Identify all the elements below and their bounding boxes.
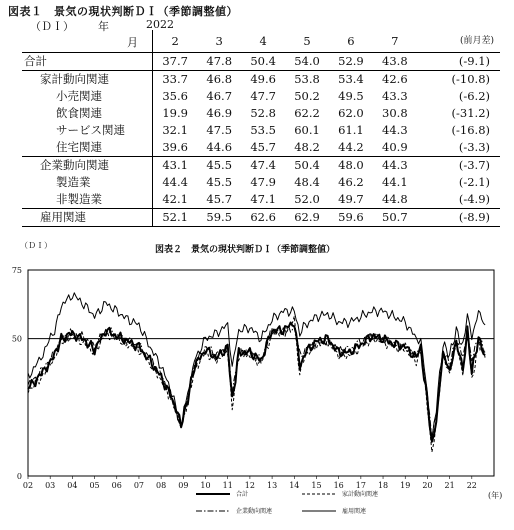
legend-label-1: 合計 [236, 491, 249, 498]
year-label: 年 [98, 20, 109, 33]
legend-label-3: 企業動向関連 [236, 508, 273, 515]
table-cell: 50.7 [373, 209, 417, 227]
diff-cell: (-9.1) [458, 54, 490, 68]
table-cell: 45.7 [250, 140, 276, 154]
month-header-3: 3 [197, 30, 241, 53]
x-tick-label: 02 [22, 481, 34, 490]
table-row [22, 174, 500, 191]
row-label: 企業動向関連 [22, 157, 153, 175]
table-cell: 44.3 [382, 123, 408, 137]
x-tick-label: 04 [67, 481, 78, 490]
month-header-5: 5 [285, 30, 329, 53]
y-tick-label: 50 [11, 334, 22, 344]
table-cell: 35.6 [162, 89, 188, 103]
table-row [22, 139, 500, 157]
legend-label-4: 雇用関連 [342, 508, 367, 515]
table-row [22, 53, 500, 71]
y-tick-label: 75 [11, 266, 22, 275]
table-cell: 32.1 [162, 123, 188, 137]
row-label: サービス関連 [22, 122, 153, 139]
x-tick-label: 15 [311, 481, 322, 490]
table-cell: 48.4 [294, 175, 320, 189]
diff-cell: (-31.2) [451, 106, 490, 120]
figure2-di-label: （ＤＩ） [20, 241, 52, 250]
table-cell: 30.8 [382, 106, 408, 120]
x-tick-label: 20 [422, 481, 433, 490]
row-label: 雇用関連 [22, 209, 153, 227]
x-tick-label: 16 [333, 481, 344, 490]
table-cell: 47.9 [250, 175, 276, 189]
row-label: 住宅関連 [22, 139, 153, 157]
table-cell: 52.8 [250, 106, 276, 120]
table-cell: 49.6 [241, 71, 285, 89]
diff-cell: (-3.7) [417, 157, 500, 175]
series-line-1 [28, 323, 485, 442]
table-cell: 52.1 [153, 209, 198, 227]
diff-cell: (-3.3) [458, 140, 490, 154]
x-tick-label: 07 [133, 481, 145, 490]
table-cell: 45.5 [197, 157, 241, 175]
diff-cell: (-10.8) [417, 71, 500, 89]
row-label: 家計動向関連 [22, 71, 153, 89]
table-cell: 61.1 [338, 123, 364, 137]
legend-label-2: 家計動向関連 [342, 491, 379, 498]
diff-cell: (-2.1) [458, 175, 490, 189]
table-cell: 45.5 [206, 175, 233, 189]
table-cell: 45.7 [206, 192, 233, 206]
table-cell: 47.1 [250, 192, 276, 206]
x-tick-label: 09 [178, 481, 189, 490]
diff-cell: (-4.9) [458, 192, 490, 206]
table-cell: 19.9 [162, 106, 188, 120]
table-cell: 37.7 [162, 54, 188, 68]
month-header-4: 4 [241, 30, 285, 53]
di-line-chart [0, 254, 514, 530]
month-header-2: 2 [153, 30, 198, 53]
table-cell: 60.1 [294, 123, 320, 137]
table-cell: 44.1 [382, 175, 408, 189]
month-header-6: 6 [329, 30, 373, 53]
table-cell: 44.8 [382, 192, 408, 206]
figure1-title: 図表１ 景気の現状判断ＤＩ（季節調整値） [8, 5, 238, 18]
x-tick-label: 10 [200, 481, 211, 490]
table-cell: 53.8 [285, 71, 329, 89]
row-label: 飲食関連 [22, 105, 153, 122]
table-row [22, 88, 500, 105]
table-cell: 42.6 [373, 71, 417, 89]
table-row [22, 105, 500, 122]
table-cell: 43.3 [382, 89, 408, 103]
table-cell: 40.9 [382, 140, 408, 154]
x-unit-label: (年) [488, 491, 503, 500]
table-cell: 46.7 [206, 89, 233, 103]
di-table [22, 30, 500, 227]
diff-cell: (-16.8) [451, 123, 490, 137]
table-cell: 48.0 [329, 157, 373, 175]
table-cell: 59.6 [329, 209, 373, 227]
di-unit-label: （ＤＩ） [30, 20, 74, 33]
table-cell: 43.1 [153, 157, 198, 175]
table-cell: 50.4 [285, 157, 329, 175]
table-cell: 46.9 [206, 106, 233, 120]
table-cell: 53.4 [329, 71, 373, 89]
table-cell: 46.2 [338, 175, 364, 189]
table-cell: 46.8 [197, 71, 241, 89]
table-cell: 50.4 [250, 54, 276, 68]
table-row [22, 71, 500, 89]
table-cell: 47.8 [206, 54, 233, 68]
table-cell: 54.0 [294, 54, 320, 68]
table-cell: 59.5 [197, 209, 241, 227]
x-tick-label: 19 [400, 481, 411, 490]
x-tick-label: 03 [45, 481, 56, 490]
series-line-2 [28, 316, 485, 452]
row-label: 小売関連 [22, 88, 153, 105]
table-row [22, 157, 500, 175]
diff-cell: (-6.2) [458, 89, 490, 103]
row-label: 合計 [22, 53, 153, 71]
table-row [22, 191, 500, 209]
x-tick-label: 06 [111, 481, 122, 490]
table-cell: 47.7 [250, 89, 276, 103]
table-cell: 62.2 [294, 106, 320, 120]
table-cell: 44.2 [338, 140, 364, 154]
row-label: 非製造業 [22, 191, 153, 209]
year-value: 2022 [146, 18, 174, 31]
table-cell: 47.5 [206, 123, 233, 137]
x-tick-label: 08 [156, 481, 167, 490]
table-cell: 44.4 [162, 175, 188, 189]
row-label: 製造業 [22, 174, 153, 191]
series-line-4 [28, 293, 485, 440]
table-cell: 62.6 [241, 209, 285, 227]
table-cell: 62.0 [338, 106, 364, 120]
y-tick-label: 0 [16, 472, 22, 481]
table-cell: 33.7 [153, 71, 198, 89]
table-cell: 39.6 [162, 140, 188, 154]
x-tick-label: 22 [466, 481, 477, 490]
table-cell: 42.1 [162, 192, 188, 206]
table-cell: 52.0 [294, 192, 320, 206]
month-header-7: 7 [373, 30, 417, 53]
x-tick-label: 12 [244, 481, 255, 490]
table-cell: 49.7 [338, 192, 364, 206]
x-tick-label: 11 [222, 481, 233, 490]
x-tick-label: 18 [377, 481, 389, 490]
x-tick-label: 21 [444, 481, 455, 490]
table-cell: 53.5 [250, 123, 276, 137]
month-label: 月 [127, 36, 138, 49]
diff-cell: (-8.9) [417, 209, 500, 227]
table-cell: 50.2 [294, 89, 320, 103]
table-cell: 44.6 [206, 140, 233, 154]
table-cell: 44.3 [373, 157, 417, 175]
table-row [22, 209, 500, 227]
table-cell: 48.2 [294, 140, 320, 154]
x-tick-label: 05 [89, 481, 100, 490]
x-tick-label: 14 [289, 481, 300, 490]
table-row [22, 122, 500, 139]
table-cell: 47.4 [241, 157, 285, 175]
table-cell: 52.9 [338, 54, 364, 68]
table-header-corner [22, 30, 153, 53]
table-cell: 43.8 [382, 54, 408, 68]
table-cell: 49.5 [338, 89, 364, 103]
x-tick-label: 13 [267, 481, 278, 490]
table-cell: 62.9 [285, 209, 329, 227]
figure2-title: 図表２ 景気の現状判断ＤＩ（季節調整値） [155, 245, 336, 255]
x-tick-label: 17 [355, 481, 366, 490]
diff-header: (前月差) [417, 30, 500, 53]
